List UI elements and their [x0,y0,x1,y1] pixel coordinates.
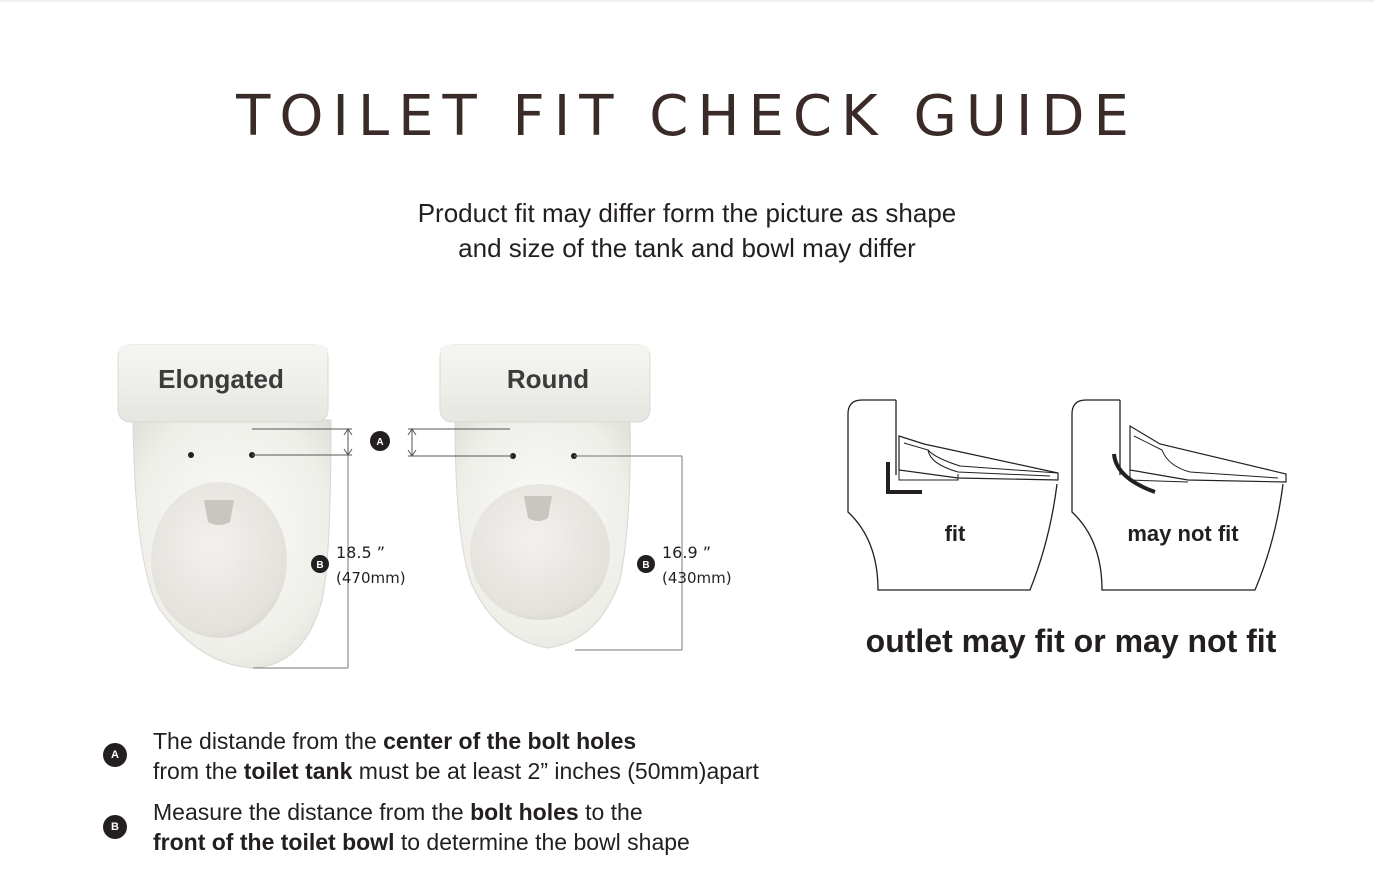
fit-seat-lid [899,436,1058,480]
may-not-fit-toilet-outline [1072,400,1283,590]
elongated-marker-b-letter: B [316,560,324,571]
elongated-measure-inches: 18.5 ” [336,543,385,562]
note-a-bold-1: center of the bolt holes [383,728,637,754]
note-a-text-2: from the [153,758,244,784]
elongated-bolt-hole-left [188,452,194,458]
page-title: TOILET FIT CHECK GUIDE [236,84,1138,149]
note-b-text-3: to determine the bowl shape [394,829,690,855]
may-not-fit-seat-lid-inner [1134,436,1278,478]
subtitle-line-2: and size of the tank and bowl may differ [458,233,916,263]
note-b-line-2 [153,827,900,857]
elongated-bowl-drain [204,500,234,525]
round-bowl-drain [524,496,552,521]
fit-outlet-bracket [888,462,922,492]
round-measure-inches: 16.9 ” [662,543,711,562]
elongated-toilet [118,345,406,668]
outlet-fit-diagram [848,400,1286,659]
note-a-line-2 [153,756,900,786]
note-b-marker: B [103,815,127,839]
elongated-label: Elongated [158,364,284,394]
note-b-bold-2: front of the toilet bowl [153,829,395,855]
elongated-tank-lid [118,345,328,355]
note-a-marker: A [103,743,127,767]
subtitle-line-1: Product fit may differ form the picture as shape [417,198,957,228]
elongated-measure-mm: (470mm) [336,569,406,587]
fit-label: fit [944,521,966,546]
round-measure-mm: (430mm) [662,569,732,587]
fit-toilet-outline [848,400,1057,590]
fit-seat-lid-curve [928,450,1058,473]
note-a-text-3: must be at least 2” inches (50mm)apart [352,758,759,784]
note-a [100,726,900,786]
note-b-text-2: to the [578,799,643,825]
note-b-text-1: Measure the distance from the [153,799,471,825]
round-toilet [408,345,732,650]
note-b-line-1 [153,797,900,827]
round-label: Round [506,364,590,394]
notes [100,726,900,868]
note-a-text-1: The distande from the [153,728,384,754]
round-tank-lid [440,345,650,355]
round-marker-b-letter: B [642,560,650,571]
note-b-bold-1: bolt holes [470,799,579,825]
note-b [100,797,900,857]
may-not-fit-label: may not fit [1127,521,1239,546]
note-a-line-1 [153,726,900,756]
note-a-bold-2: toilet tank [243,758,353,784]
outlet-caption: outlet may fit or may not fit [865,623,1277,659]
marker-a-letter: A [376,437,384,448]
